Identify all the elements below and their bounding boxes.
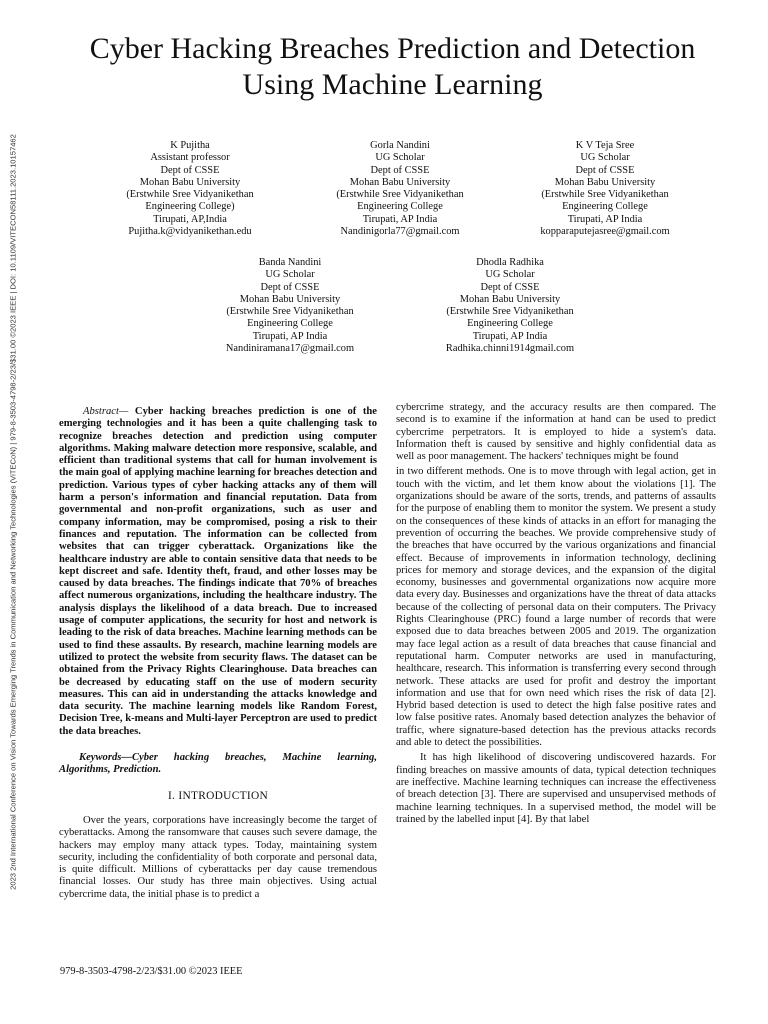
author-dept: Dept of CSSE: [480, 281, 540, 293]
author-former-name-2: Engineering College: [247, 318, 333, 330]
author-former-name-1: (Erstwhile Sree Vidyanikethan: [126, 189, 254, 201]
author-former-name-2: Engineering College: [467, 318, 553, 330]
author-role: UG Scholar: [265, 269, 315, 281]
paper-title: [40, 31, 745, 103]
abstract: [59, 406, 377, 738]
abstract-label: Abstract—: [83, 406, 129, 417]
author-former-name-1: (Erstwhile Sree Vidyanikethan: [541, 189, 669, 201]
author-former-name-2: Engineering College): [145, 201, 235, 213]
author-email: Radhika.chinni1914gmail.com: [445, 343, 575, 355]
author-location: Tirupati, AP India: [472, 330, 548, 342]
author-name: Banda Nandini: [258, 257, 322, 268]
author-former-name-1: (Erstwhile Sree Vidyanikethan: [446, 306, 574, 318]
author-block-4: [180, 257, 400, 355]
author-university: Mohan Babu University: [349, 176, 451, 188]
author-university: Mohan Babu University: [139, 176, 241, 188]
author-email: Pujitha.k@vidyanikethan.edu: [128, 226, 252, 238]
author-name: Gorla Nandini: [370, 140, 430, 151]
right-paragraph-1: cybercrime strategy, and the accuracy results are then compared. The second is to examine if the information at hand can be used to predict cybercrime perpetrators. It is employed to hide a system's data. Information theft is caused by sensitive and highly confidential data as well as poor management. The hackers' techniques might be found: [396, 402, 716, 463]
left-column: [59, 406, 377, 901]
author-role: UG Scholar: [485, 269, 535, 281]
author-email: Nandinigorla77@gmail.com: [340, 226, 460, 238]
author-former-name-1: (Erstwhile Sree Vidyanikethan: [226, 306, 354, 318]
author-email: Nandiniramana17@gmail.com: [225, 343, 355, 355]
right-paragraph-2: in two different methods. One is to move through with legal action, get in touch with the victim, and let them know about the violations [1]. The organizations should be aware of the sorts, trends, and patterns of assaults for the purpose of enabling them to monitor the system. We present a study on the consequences of these kinds of attacks in an effort for managing the prevention of occurring the beaches. We provide comprehensive study of the breaches that have occurred by the various organizations and financial effect. Because of improvements in information technology, declining prices for memory and storage devices, and the expansion of the digital economy, businesses and governmental organizations now acquire more data every day. Businesses and organizations have the threat of data attacks because of the collecting of personal data on their computers. The Privacy Rights Clearinghouse (PRC) found a large number of records that were exposed due to data breaches between 2005 and 2019. The organization may face legal action as a result of data breaches that cause financial and reputational harm. Computer networks are used in manufacturing, healthcare, research. This information is transferring every second through network. These attacks are used for profit and destroy the important information and use that for own need which rises the risk of data [2]. Hybrid based detection is used to detect the high false positive rates and low false positive rates. Anomaly based detection analyzes the behavior of traffic, where signature-based detection has the previous attacks records and able to detect the possibilities.: [396, 466, 716, 749]
author-university: Mohan Babu University: [239, 293, 341, 305]
conference-side-banner: [6, 0, 20, 1024]
author-role: UG Scholar: [375, 152, 425, 164]
author-email: kopparaputejasree@gmail.com: [540, 226, 670, 238]
title-line-2: Using Machine Learning: [242, 68, 543, 101]
author-university: Mohan Babu University: [554, 176, 656, 188]
author-name: Dhodla Radhika: [476, 257, 544, 268]
author-university: Mohan Babu University: [459, 293, 561, 305]
author-name: K Pujitha: [170, 140, 210, 151]
author-dept: Dept of CSSE: [575, 164, 635, 176]
author-location: Tirupati, AP India: [567, 213, 643, 225]
conference-banner-text: 2023 2nd International Conference on Vision Towards Emerging Trends in Communication and Networking Technologies (ViTECoN) | 979-8-3503-4798-2/23/$31.00 ©2023 IEEE | DOI: 10.1109/VITECON58111.2023.10157462: [8, 134, 18, 890]
author-block-1: [70, 140, 310, 238]
author-role: Assistant professor: [150, 152, 230, 164]
author-location: Tirupati, AP,India: [153, 213, 227, 225]
author-name: K V Teja Sree: [575, 140, 635, 151]
keywords: Keywords—Cyber hacking breaches, Machine learning, Algorithms, Prediction.: [59, 752, 377, 776]
right-paragraph-3: It has high likelihood of discovering undiscovered hazards. For finding breaches on massive amounts of data, typical detection techniques are ineffective. Machine learning techniques can increase the effectiveness of breach detection [3]. There are supervised and unsupervised methods of machine learning techniques. In a supervised method, the model will be trained by the labelled input [4]. By that label: [396, 752, 716, 825]
author-dept: Dept of CSSE: [370, 164, 430, 176]
author-dept: Dept of CSSE: [260, 281, 320, 293]
author-block-5: [400, 257, 620, 355]
author-block-2: [290, 140, 510, 238]
author-block-3: [495, 140, 715, 238]
footer-copyright: 979-8-3503-4798-2/23/$31.00 ©2023 IEEE: [60, 966, 243, 977]
right-column: [396, 402, 716, 826]
section-heading-introduction: I. INTRODUCTION: [167, 789, 269, 802]
intro-paragraph-1: Over the years, corporations have increasingly become the target of cyberattacks. Among the ransomware that causes such severe damage, the hackers may employ many attack types. Today, maintaining system security, including the confidentiality of both corporate and personal data, is quite difficult. Millions of cyberattacks per day cause tremendous financial losses. Our study has three main objectives. Using actual cybercrime data, the initial phase is to predict a: [59, 814, 377, 900]
author-former-name-1: (Erstwhile Sree Vidyanikethan: [336, 189, 464, 201]
abstract-text: Cyber hacking breaches prediction is one of the emerging technologies and it has been a quite challenging task to recognize breaches detection and prediction using computer algorithms. Making malware detection more responsive, scalable, and efficient than traditional systems that call for human involvement is the main goal of applying machine learning for breaches detection and prediction. Various types of cyber hacking attacks any of them will harm a person's information and financial reputation. Data from governmental and non-profit organizations, such as user and company information, may be compromised, posing a risk to their finances and reputation. The information can be collected from websites that can trigger cyberattack. Organizations like the healthcare industry are able to contain sensitive data that needs to be kept discreet and safe. Identity theft, fraud, and other losses may be caused by data breaches. The findings indicate that 70% of breaches affect numerous organizations, including the healthcare industry. The analysis displays the likelihood of a data breach. Due to increased usage of computer applications, the security for host and network is leading to the risk of data breaches. Machine learning methods can be used to find these assaults. By research, machine learning models are utilized to protect the website from security flaws. The dataset can be obtained from the Privacy Rights Clearinghouse. Data breaches can be decreased by educating staff on the use of modern security measures. This can aid in understanding the attacks knowledge and data security. The machine learning models like Random Forest, Decision Tree, k-means and Multi-layer Perceptron are used to predict the data breaches.: [59, 406, 378, 737]
title-line-1: Cyber Hacking Breaches Prediction and Detection: [89, 32, 696, 65]
author-former-name-2: Engineering College: [357, 201, 443, 213]
author-dept: Dept of CSSE: [160, 164, 220, 176]
author-location: Tirupati, AP India: [362, 213, 438, 225]
author-former-name-2: Engineering College: [562, 201, 648, 213]
author-location: Tirupati, AP India: [252, 330, 328, 342]
author-role: UG Scholar: [580, 152, 630, 164]
